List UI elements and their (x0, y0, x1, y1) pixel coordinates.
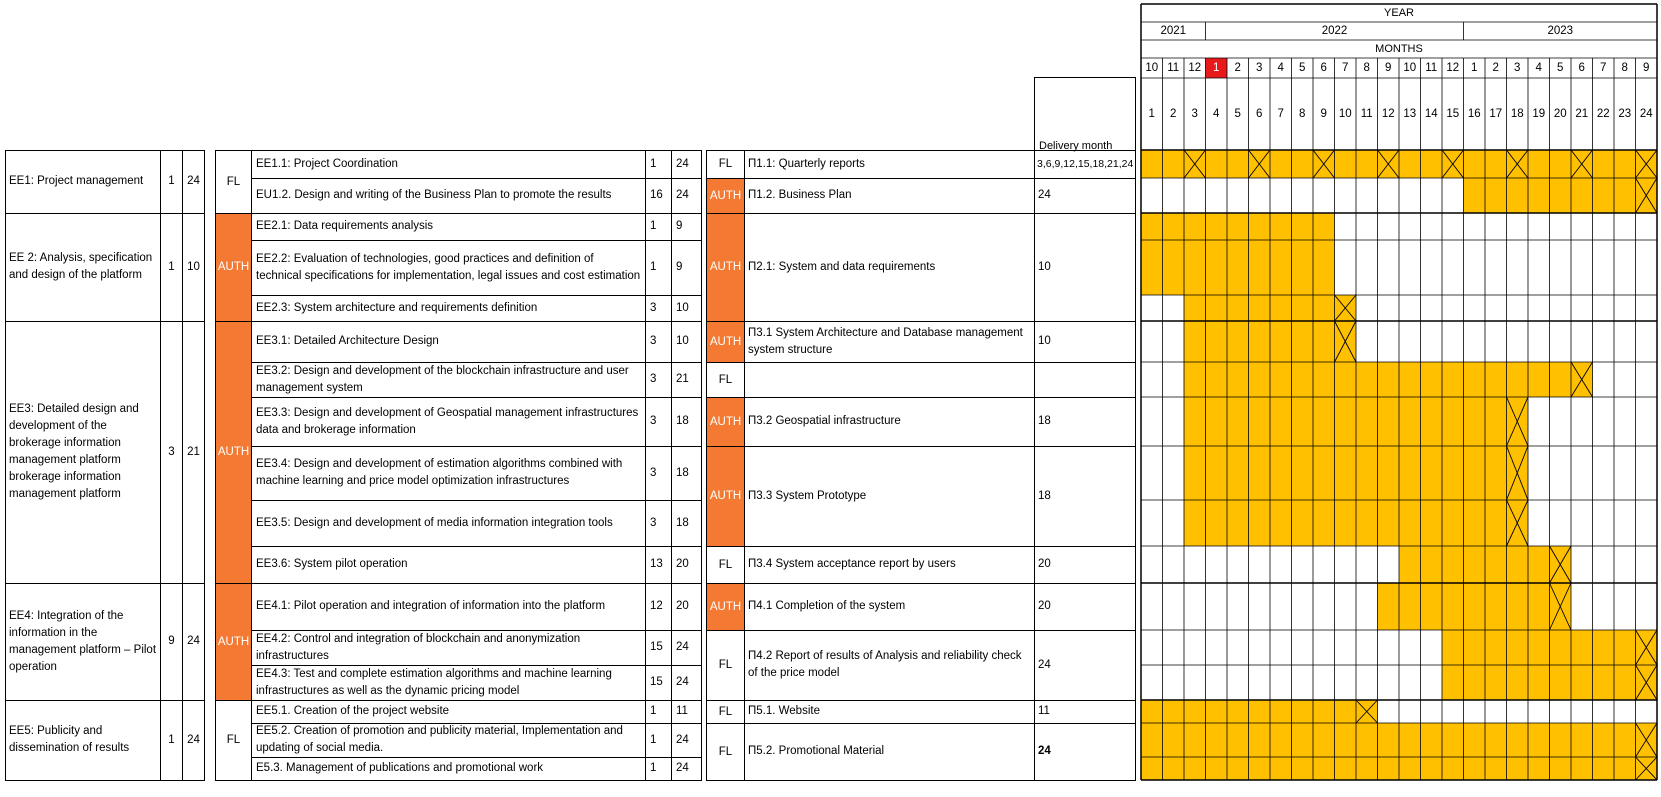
deliverable-name: П5.1. Website (748, 705, 820, 717)
project-month-label: 24 (1639, 108, 1653, 121)
wp-name: EE5: Publicity and dissemination of results (9, 725, 130, 754)
project-month-label: 13 (1403, 108, 1417, 121)
task-start: 15 (645, 665, 671, 700)
task-name: EE3.3: Design and development of Geospatial management infrastructures data and brokerage information (256, 406, 639, 436)
wp-end: 24 (182, 700, 204, 780)
deliverable-lead: AUTH (707, 398, 745, 446)
deliverable-month: 10 (1034, 213, 1135, 321)
calendar-month-label: 2 (1492, 62, 1499, 75)
task-end: 24 (671, 178, 701, 213)
calendar-month-label: 12 (1188, 62, 1202, 75)
wp-start: 1 (160, 213, 182, 321)
wp-start: 3 (160, 321, 182, 583)
task-name: EE3.4: Design and development of estimation algorithms combined with machine learning and price model optimization infrastructures (256, 458, 623, 487)
wp-start: 9 (160, 583, 182, 700)
delivery-month-header: Delivery month (1039, 139, 1113, 152)
deliverable-month: 11 (1034, 700, 1135, 723)
deliverable-month: 24 (1034, 178, 1135, 213)
deliverable-month: 20 (1034, 583, 1135, 630)
gantt-bar (1378, 583, 1572, 630)
task-start: 3 (645, 500, 671, 546)
calendar-month-label: 12 (1446, 62, 1460, 75)
task-start: 3 (645, 446, 671, 500)
project-month-label: 4 (1213, 108, 1220, 121)
calendar-month-label: 11 (1167, 62, 1180, 75)
task-name: EE3.1: Detailed Architecture Design (256, 335, 439, 347)
deliverable-month: 20 (1034, 546, 1135, 583)
task-start: 3 (645, 397, 671, 446)
wp-name: EE4: Integration of the information in the management platform – Pilot operation (9, 609, 157, 673)
task-start: 1 (645, 150, 671, 178)
deliverable-name: П3.2 Geospatial infrastructure (748, 415, 901, 427)
task-end: 10 (671, 321, 701, 362)
gantt-bar (1464, 178, 1658, 213)
task-end: 20 (671, 546, 701, 583)
task-start: 3 (645, 362, 671, 397)
task-start: 1 (645, 240, 671, 295)
task-name: EE1.1: Project Coordination (256, 157, 398, 170)
deliverable-month: 18 (1034, 397, 1135, 446)
calendar-month-label: 8 (1363, 62, 1370, 75)
deliverable-name: П4.2 Report of results of Analysis and reliability check of the price model (748, 650, 1022, 679)
deliverable-name: П1.2. Business Plan (748, 189, 852, 201)
task-start: 1 (645, 700, 671, 723)
task-name: EE4.3: Test and complete estimation algorithms and machine learning infrastructures as well as the dynamic pricing model (256, 667, 612, 697)
calendar-month-label: 6 (1578, 62, 1585, 75)
gantt-bar (1184, 362, 1593, 397)
year-label: 2021 (1160, 25, 1187, 38)
calendar-month-label: 7 (1342, 62, 1349, 75)
task-name: EE2.3: System architecture and requirements definition (256, 301, 538, 314)
task-end: 10 (671, 295, 701, 321)
task-lead-cell: AUTH (216, 214, 252, 321)
project-month-label: 18 (1510, 108, 1524, 121)
task-name: EE3.2: Design and development of the blockchain infrastructure and user management system (256, 364, 629, 394)
deliverable-month: 24 (1034, 630, 1135, 700)
deliverable-name: П3.3 System Prototype (748, 489, 867, 502)
year-label: 2022 (1321, 25, 1348, 38)
calendar-month-label: 4 (1277, 62, 1284, 75)
task-end: 18 (671, 446, 701, 500)
calendar-month-label: 8 (1621, 62, 1628, 75)
calendar-month-label: 3 (1514, 62, 1521, 75)
gantt-bar (1141, 700, 1378, 723)
task-start: 12 (645, 583, 671, 630)
task-name: EU1.2. Design and writing of the Business Plan to promote the results (256, 189, 612, 201)
months-header-label: MONTHS (1375, 42, 1423, 55)
task-name: EE3.6: System pilot operation (256, 558, 408, 570)
project-month-label: 17 (1489, 108, 1503, 121)
task-end: 18 (671, 397, 701, 446)
wp-name: EE3: Detailed design and development of the brokerage information management platform brokerage information management platform (9, 403, 139, 500)
deliverable-lead: FL (707, 724, 745, 780)
deliverable-lead: AUTH (707, 214, 745, 321)
calendar-month-label: 7 (1600, 62, 1607, 75)
calendar-month-label: 11 (1425, 62, 1438, 75)
task-start: 1 (645, 723, 671, 757)
task-end: 24 (671, 757, 701, 780)
task-lead-cell: AUTH (216, 322, 252, 583)
task-end: 9 (671, 213, 701, 240)
wp-name: EE 2: Analysis, specification and design of the platform (9, 252, 153, 281)
year-header-label: YEAR (1384, 6, 1414, 19)
deliverable-name: П3.1 System Architecture and Database management system structure (748, 326, 1023, 356)
task-lead-cell: FL (216, 151, 252, 213)
project-month-label: 2 (1170, 108, 1177, 121)
gantt-bar (1141, 240, 1335, 295)
calendar-month-label: 4 (1535, 62, 1542, 75)
project-month-label: 15 (1446, 108, 1460, 121)
deliverable-lead: FL (707, 701, 745, 723)
task-start: 15 (645, 630, 671, 665)
project-month-label: 21 (1575, 108, 1589, 121)
calendar-month-label: 10 (1145, 62, 1159, 75)
calendar-month-label: 3 (1256, 62, 1263, 75)
task-name: EE2.1: Data requirements analysis (256, 220, 434, 232)
project-month-label: 11 (1360, 108, 1373, 121)
project-month-label: 6 (1256, 108, 1263, 121)
task-end: 21 (671, 362, 701, 397)
task-name: EE4.1: Pilot operation and integration of information into the platform (256, 600, 606, 612)
task-end: 24 (671, 150, 701, 178)
calendar-month-label: 9 (1643, 62, 1650, 75)
year-label: 2023 (1547, 25, 1574, 38)
task-start: 3 (645, 295, 671, 321)
calendar-month-label: 5 (1299, 62, 1306, 75)
deliverable-month: 3,6,9,12,15,18,21,24 (1034, 150, 1135, 178)
deliverable-lead: AUTH (707, 447, 745, 546)
task-end: 11 (671, 700, 701, 723)
project-month-label: 16 (1467, 108, 1481, 121)
deliverable-name: П2.1: System and data requirements (748, 260, 936, 273)
gantt-bar (1141, 213, 1335, 240)
deliverable-month: 18 (1034, 446, 1135, 546)
task-name: EE3.5: Design and development of media information integration tools (256, 516, 613, 529)
deliverable-name: П3.4 System acceptance report by users (748, 558, 956, 570)
task-end: 20 (671, 583, 701, 630)
deliverable-name: П5.2. Promotional Material (748, 745, 885, 757)
task-name: EE2.2: Evaluation of technologies, good practices and definition of technical specifications for implementation, legal issues and cost estimation (256, 252, 641, 282)
project-month-label: 1 (1148, 108, 1155, 121)
task-start: 13 (645, 546, 671, 583)
project-month-label: 3 (1191, 108, 1198, 121)
wp-end: 24 (182, 150, 204, 213)
task-name: EE4.2: Control and integration of blockchain and anonymization infrastructures (256, 632, 581, 662)
project-month-label: 14 (1424, 108, 1438, 121)
wp-end: 21 (182, 321, 204, 583)
project-month-label: 8 (1299, 108, 1306, 121)
calendar-month-label: 1 (1213, 62, 1220, 75)
project-month-label: 19 (1532, 108, 1546, 121)
deliverable-lead: AUTH (707, 179, 745, 213)
calendar-month-label: 6 (1320, 62, 1327, 75)
project-month-label: 10 (1338, 108, 1352, 121)
wp-end: 10 (182, 213, 204, 321)
task-start: 3 (645, 321, 671, 362)
project-month-label: 5 (1234, 108, 1241, 121)
deliverable-lead: FL (707, 151, 745, 178)
task-name: EE5.1. Creation of the project website (256, 705, 450, 717)
calendar-month-label: 9 (1385, 62, 1392, 75)
deliverable-month: 10 (1034, 321, 1135, 362)
deliverable-lead: FL (707, 631, 745, 700)
task-name: E5.3. Management of publications and promotional work (256, 762, 544, 774)
wp-end: 24 (182, 583, 204, 700)
task-end: 9 (671, 240, 701, 295)
wp-start: 1 (160, 700, 182, 780)
wp-name: EE1: Project management (9, 175, 144, 187)
deliverable-lead: FL (707, 547, 745, 583)
calendar-month-label: 10 (1403, 62, 1417, 75)
task-start: 1 (645, 757, 671, 780)
task-name: EE5.2. Creation of promotion and publicity material, Implementation and updating of social media. (256, 725, 623, 754)
project-month-label: 20 (1553, 108, 1567, 121)
deliverable-month: 24 (1034, 723, 1135, 780)
project-month-label: 23 (1618, 108, 1632, 121)
calendar-month-label: 2 (1234, 62, 1241, 75)
calendar-month-label: 5 (1557, 62, 1564, 75)
task-lead-cell: AUTH (216, 584, 252, 700)
deliverable-lead: AUTH (707, 322, 745, 362)
deliverable-month (1034, 362, 1135, 397)
deliverable-name: П1.1: Quarterly reports (748, 157, 865, 170)
task-start: 1 (645, 213, 671, 240)
task-end: 24 (671, 723, 701, 757)
wp-start: 1 (160, 150, 182, 213)
calendar-month-label: 1 (1471, 62, 1478, 75)
task-lead-cell: FL (216, 701, 252, 780)
task-end: 24 (671, 665, 701, 700)
project-month-label: 9 (1320, 108, 1327, 121)
deliverable-name: П4.1 Completion of the system (748, 600, 906, 612)
project-month-label: 22 (1596, 108, 1610, 121)
project-month-label: 7 (1277, 108, 1284, 121)
deliverable-lead: FL (707, 363, 745, 397)
deliverable-name (745, 362, 1034, 397)
project-month-label: 12 (1381, 108, 1395, 121)
deliverable-lead: AUTH (707, 584, 745, 630)
task-end: 24 (671, 630, 701, 665)
task-end: 18 (671, 500, 701, 546)
task-start: 16 (645, 178, 671, 213)
